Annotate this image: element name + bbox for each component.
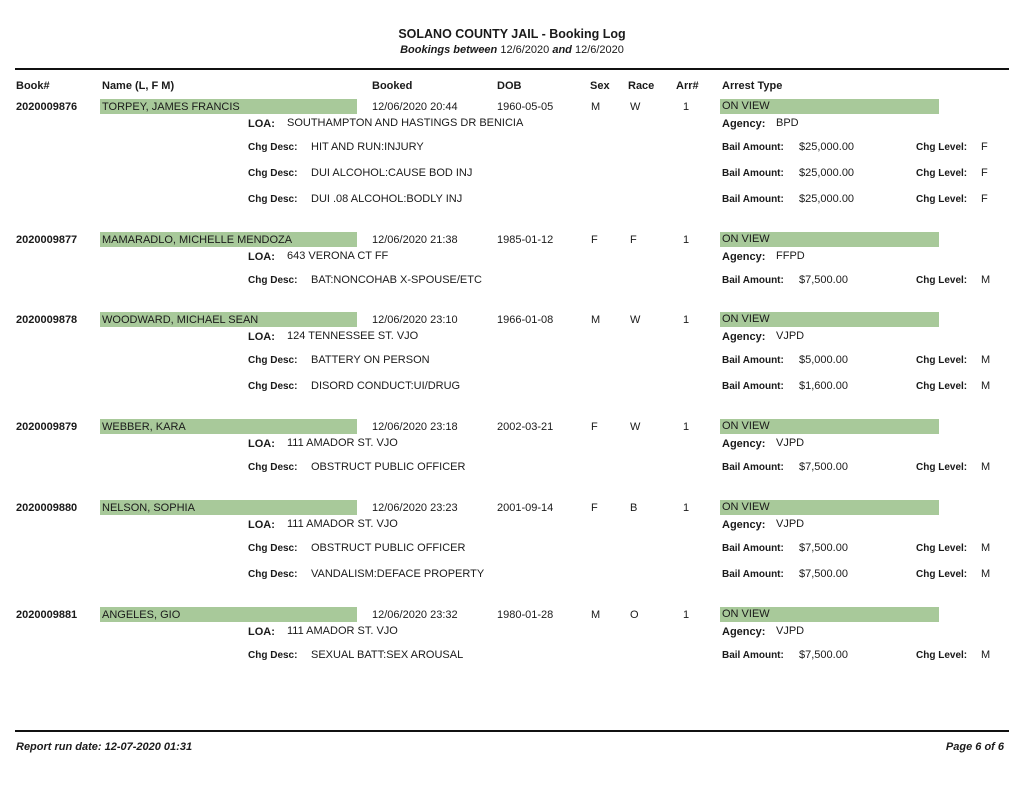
agency-label: Agency:: [722, 519, 766, 531]
chg-level-label: Chg Level:: [916, 355, 968, 366]
charge-row: [0, 167, 1024, 179]
chg-level-label: Chg Level:: [916, 275, 968, 286]
booking-number: 2020009878: [16, 314, 78, 326]
footer-rule: [15, 730, 1009, 732]
agency-value: VJPD: [776, 518, 805, 530]
loa-value: 111 AMADOR ST. VJO: [287, 518, 398, 530]
chg-level-label: Chg Level:: [916, 462, 968, 473]
booking-number: 2020009879: [16, 421, 78, 433]
arrest-type: ON VIEW: [722, 420, 770, 432]
inmate-name: MAMARADLO, MICHELLE MENDOZA: [102, 234, 293, 246]
subtitle-date-to: 12/6/2020: [574, 44, 624, 56]
bail-amount-label: Bail Amount:: [722, 194, 784, 205]
agency-label: Agency:: [722, 438, 766, 450]
loa-value: SOUTHAMPTON AND HASTINGS DR BENICIA: [287, 117, 524, 129]
booked-datetime: 12/06/2020 21:38: [372, 234, 458, 246]
bail-amount-label: Bail Amount:: [722, 462, 784, 473]
agency-value: BPD: [776, 117, 799, 129]
charge-description: BAT:NONCOHAB X-SPOUSE/ETC: [311, 274, 482, 286]
date-of-birth: 1985-01-12: [497, 234, 554, 246]
chg-desc-label: Chg Desc:: [248, 142, 298, 153]
date-of-birth: 2002-03-21: [497, 421, 554, 433]
col-header-dob: DOB: [497, 80, 522, 92]
booking-number: 2020009880: [16, 502, 78, 514]
bail-amount: $25,000.00: [799, 141, 855, 153]
sex-value: F: [591, 502, 598, 514]
booked-datetime: 12/06/2020 20:44: [372, 101, 458, 113]
arrest-count: 1: [683, 314, 690, 326]
loa-label: LOA:: [248, 519, 275, 531]
charge-level: M: [981, 461, 991, 473]
report-subtitle: [0, 44, 1024, 56]
page-number: Page 6 of 6: [945, 741, 1004, 753]
charge-level: M: [981, 380, 991, 392]
charge-description: DUI ALCOHOL:CAUSE BOD INJ: [311, 167, 473, 179]
sex-value: M: [591, 101, 601, 113]
loa-value: 643 VERONA CT FF: [287, 250, 389, 262]
report-run-date: Report run date: 12-07-2020 01:31: [16, 741, 193, 753]
booking-number: 2020009876: [16, 101, 78, 113]
charge-description: SEXUAL BATT:SEX AROUSAL: [311, 649, 464, 661]
loa-value: 111 AMADOR ST. VJO: [287, 437, 398, 449]
charge-level: M: [981, 649, 991, 661]
charge-row: [0, 542, 1024, 554]
report-title: SOLANO COUNTY JAIL - Booking Log: [398, 27, 626, 41]
arrest-count: 1: [683, 234, 690, 246]
sex-value: M: [591, 609, 601, 621]
chg-desc-label: Chg Desc:: [248, 168, 298, 179]
chg-level-label: Chg Level:: [916, 194, 968, 205]
subtitle-date-from: 12/6/2020: [500, 44, 550, 56]
booking-record: [0, 497, 1024, 580]
charge-level: F: [981, 141, 988, 153]
arrest-count: 1: [683, 502, 690, 514]
charge-level: M: [981, 542, 991, 554]
date-of-birth: 1960-05-05: [497, 101, 554, 113]
loa-value: 111 AMADOR ST. VJO: [287, 625, 398, 637]
charge-level: M: [981, 568, 991, 580]
race-value: F: [630, 234, 637, 246]
arrest-count: 1: [683, 421, 690, 433]
booking-record: [0, 416, 1024, 473]
bail-amount-label: Bail Amount:: [722, 543, 784, 554]
loa-label: LOA:: [248, 438, 275, 450]
charge-level: F: [981, 167, 988, 179]
chg-level-label: Chg Level:: [916, 168, 968, 179]
chg-desc-label: Chg Desc:: [248, 275, 298, 286]
charge-description: VANDALISM:DEFACE PROPERTY: [311, 568, 485, 580]
booked-datetime: 12/06/2020 23:32: [372, 609, 458, 621]
charge-row: [0, 274, 1024, 286]
arrest-type: ON VIEW: [722, 233, 770, 245]
charge-level: F: [981, 193, 988, 205]
chg-desc-label: Chg Desc:: [248, 381, 298, 392]
arrest-count: 1: [683, 609, 690, 621]
bail-amount: $25,000.00: [799, 167, 855, 179]
bail-amount-label: Bail Amount:: [722, 275, 784, 286]
charge-row: [0, 568, 1024, 580]
race-value: W: [630, 314, 641, 326]
subtitle-and: and: [552, 44, 572, 56]
agency-label: Agency:: [722, 331, 766, 343]
bail-amount-label: Bail Amount:: [722, 569, 784, 580]
inmate-name: NELSON, SOPHIA: [102, 502, 195, 514]
inmate-name: WOODWARD, MICHAEL SEAN: [102, 314, 259, 326]
charge-description: OBSTRUCT PUBLIC OFFICER: [311, 461, 466, 473]
col-header-arr: Arr#: [676, 80, 699, 92]
bail-amount: $25,000.00: [799, 193, 855, 205]
agency-label: Agency:: [722, 118, 766, 130]
chg-level-label: Chg Level:: [916, 543, 968, 554]
sex-value: F: [591, 421, 598, 433]
inmate-name: TORPEY, JAMES FRANCIS: [102, 101, 240, 113]
chg-desc-label: Chg Desc:: [248, 462, 298, 473]
bail-amount-label: Bail Amount:: [722, 650, 784, 661]
loa-label: LOA:: [248, 626, 275, 638]
agency-value: VJPD: [776, 437, 805, 449]
booking-record: [0, 229, 1024, 286]
bail-amount: $7,500.00: [799, 461, 848, 473]
agency-value: FFPD: [776, 250, 805, 262]
charge-row: [0, 380, 1024, 392]
loa-label: LOA:: [248, 251, 275, 263]
charge-level: M: [981, 354, 991, 366]
charge-description: BATTERY ON PERSON: [311, 354, 430, 366]
booking-number: 2020009881: [16, 609, 78, 621]
agency-label: Agency:: [722, 251, 766, 263]
charge-row: [0, 141, 1024, 153]
booked-datetime: 12/06/2020 23:23: [372, 502, 458, 514]
col-header-sex: Sex: [590, 80, 610, 92]
chg-desc-label: Chg Desc:: [248, 194, 298, 205]
bail-amount: $7,500.00: [799, 274, 848, 286]
charge-row: [0, 193, 1024, 205]
agency-value: VJPD: [776, 625, 805, 637]
arrest-type: ON VIEW: [722, 100, 770, 112]
charge-description: DUI .08 ALCOHOL:BODLY INJ: [311, 193, 463, 205]
race-value: W: [630, 101, 641, 113]
arrest-type: ON VIEW: [722, 608, 770, 620]
header-rule: [15, 68, 1009, 70]
inmate-name: ANGELES, GIO: [102, 609, 181, 621]
booked-datetime: 12/06/2020 23:10: [372, 314, 458, 326]
bail-amount: $7,500.00: [799, 542, 848, 554]
loa-value: 124 TENNESSEE ST. VJO: [287, 330, 419, 342]
chg-level-label: Chg Level:: [916, 381, 968, 392]
race-value: B: [630, 502, 638, 514]
inmate-name: WEBBER, KARA: [102, 421, 186, 433]
col-header-name: Name (L, F M): [102, 80, 175, 92]
loa-label: LOA:: [248, 118, 275, 130]
col-header-book: Book#: [16, 80, 50, 92]
charge-description: OBSTRUCT PUBLIC OFFICER: [311, 542, 466, 554]
bail-amount: $7,500.00: [799, 568, 848, 580]
date-of-birth: 1980-01-28: [497, 609, 554, 621]
chg-level-label: Chg Level:: [916, 569, 968, 580]
bail-amount-label: Bail Amount:: [722, 168, 784, 179]
agency-label: Agency:: [722, 626, 766, 638]
loa-label: LOA:: [248, 331, 275, 343]
chg-level-label: Chg Level:: [916, 650, 968, 661]
bail-amount: $1,600.00: [799, 380, 848, 392]
race-value: O: [630, 609, 639, 621]
bail-amount: $5,000.00: [799, 354, 848, 366]
bail-amount-label: Bail Amount:: [722, 355, 784, 366]
arrest-type: ON VIEW: [722, 313, 770, 325]
chg-desc-label: Chg Desc:: [248, 569, 298, 580]
race-value: W: [630, 421, 641, 433]
date-of-birth: 2001-09-14: [497, 502, 554, 514]
bail-amount: $7,500.00: [799, 649, 848, 661]
charge-description: HIT AND RUN:INJURY: [311, 141, 424, 153]
charge-row: [0, 354, 1024, 366]
chg-level-label: Chg Level:: [916, 142, 968, 153]
bail-amount-label: Bail Amount:: [722, 381, 784, 392]
charge-description: DISORD CONDUCT:UI/DRUG: [311, 380, 461, 392]
arrest-type: ON VIEW: [722, 501, 770, 513]
arrest-count: 1: [683, 101, 690, 113]
booking-record: [0, 309, 1024, 392]
col-header-booked: Booked: [372, 80, 413, 92]
sex-value: F: [591, 234, 598, 246]
col-header-race: Race: [628, 80, 655, 92]
booked-datetime: 12/06/2020 23:18: [372, 421, 458, 433]
booking-record: [0, 96, 1024, 205]
booking-record: [0, 604, 1024, 661]
bail-amount-label: Bail Amount:: [722, 142, 784, 153]
charge-row: [0, 649, 1024, 661]
agency-value: VJPD: [776, 330, 805, 342]
charge-level: M: [981, 274, 991, 286]
charge-row: [0, 461, 1024, 473]
col-header-arrest-type: Arrest Type: [722, 80, 783, 92]
chg-desc-label: Chg Desc:: [248, 355, 298, 366]
subtitle-prefix: Bookings between: [400, 44, 498, 56]
chg-desc-label: Chg Desc:: [248, 543, 298, 554]
chg-desc-label: Chg Desc:: [248, 650, 298, 661]
booking-number: 2020009877: [16, 234, 78, 246]
date-of-birth: 1966-01-08: [497, 314, 554, 326]
sex-value: M: [591, 314, 601, 326]
